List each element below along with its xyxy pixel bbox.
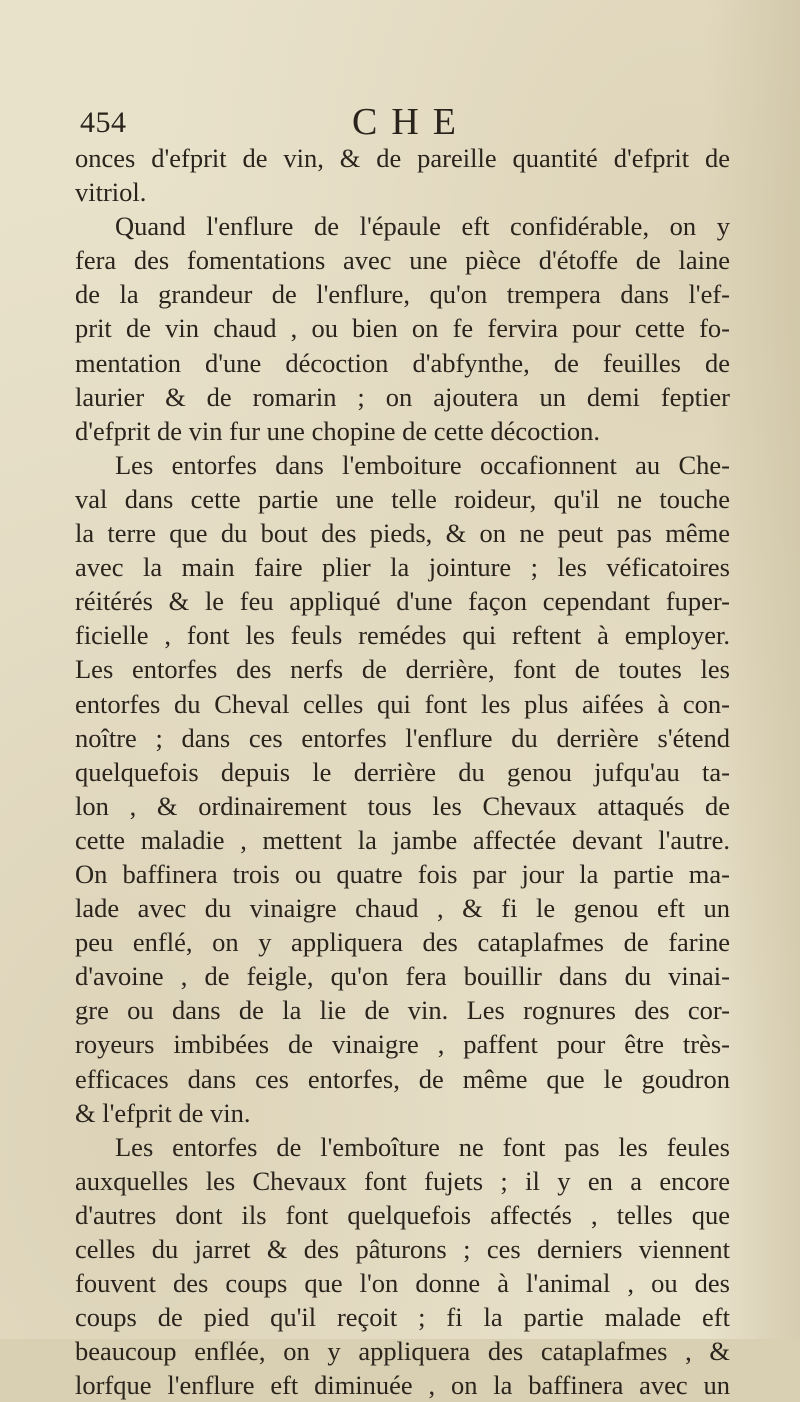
text-line: fera des fomentations avec une pièce d'étoffe de laine [75,245,730,276]
text-line: coups de pied qu'il reçoit ; fi la partie malade eft [75,1302,730,1333]
text-line: avec la main faire plier la jointure ; les véficatoires [75,552,730,583]
text-line: val dans cette partie une telle roideur, qu'il ne touche [75,483,730,514]
text-line: lade avec du vinaigre chaud , & fi le genou eft un [75,893,730,924]
text-line: beaucoup enflée, on y appliquera des cataplafmes , & [75,1336,730,1367]
text-line: quelquefois depuis le derrière du genou jufqu'au ta- [75,756,730,787]
running-head: CHE [352,101,470,143]
text-line: d'avoine , de feigle, qu'on fera bouillir dans du vinai- [75,961,730,992]
text-line: Les entorfes des nerfs de derrière, font de toutes les [75,654,730,685]
text-line: onces d'efprit de vin, & de pareille quantité d'efprit de [75,143,730,173]
text-line: efficaces dans ces entorfes, de même que le goudron [75,1063,730,1094]
text-line: ficielle , font les feuls remédes qui reftent à employer. [75,620,730,651]
text-line: & l'efprit de vin. [75,1097,251,1128]
page-header [80,92,740,148]
text-line: lorfque l'enflure eft diminuée , on la baffinera avec un [75,1370,730,1401]
text-line: peu enflé, on y appliquera des cataplafmes de farine [75,927,730,958]
text-line: entorfes du Cheval celles qui font les plus aifées à con- [75,688,730,719]
text-line: prit de vin chaud , ou bien on fe fervira pour cette fo- [75,313,730,344]
text-line: d'efprit de vin fur une chopine de cette décoction. [75,415,600,446]
text-line: réitérés & le feu appliqué d'une façon cependant fuper- [75,586,730,617]
text-line: royeurs imbibées de vinaigre , paffent pour être très- [75,1029,730,1060]
text-line: Les entorfes de l'emboîture ne font pas les feules [115,1131,730,1162]
text-line: cette maladie , mettent la jambe affectée devant l'autre. [75,824,730,855]
text-line: Les entorfes dans l'emboiture occafionnent au Che- [115,449,730,480]
text-line: vitriol. [75,177,147,208]
text-line: lon , & ordinairement tous les Chevaux attaqués de [75,790,730,821]
text-line: gre ou dans de la lie de vin. Les rognures des cor- [75,995,730,1026]
text-line: de la grandeur de l'enflure, qu'on trempera dans l'ef- [75,279,730,310]
text-line: auxquelles les Chevaux font fujets ; il y en a encore [75,1165,730,1196]
body-text [75,141,730,1402]
text-line: celles du jarret & des pâturons ; ces derniers viennent [75,1234,730,1264]
text-line: Quand l'enflure de l'épaule eft confidérable, on y [115,211,730,242]
text-line: la terre que du bout des pieds, & on ne peut pas même [75,518,730,549]
text-line: d'autres dont ils font quelquefois affectés , telles que [75,1199,730,1230]
text-line: On baffinera trois ou quatre fois par jour la partie ma- [75,858,730,889]
text-line: noître ; dans ces entorfes l'enflure du derrière s'étend [75,722,730,753]
page-number: 454 [80,106,127,139]
text-line: laurier & de romarin ; on ajoutera un demi feptier [75,381,730,412]
text-line: mentation d'une décoction d'abfynthe, de feuilles de [75,347,730,378]
text-line: fouvent des coups que l'on donne à l'animal , ou des [75,1268,730,1299]
